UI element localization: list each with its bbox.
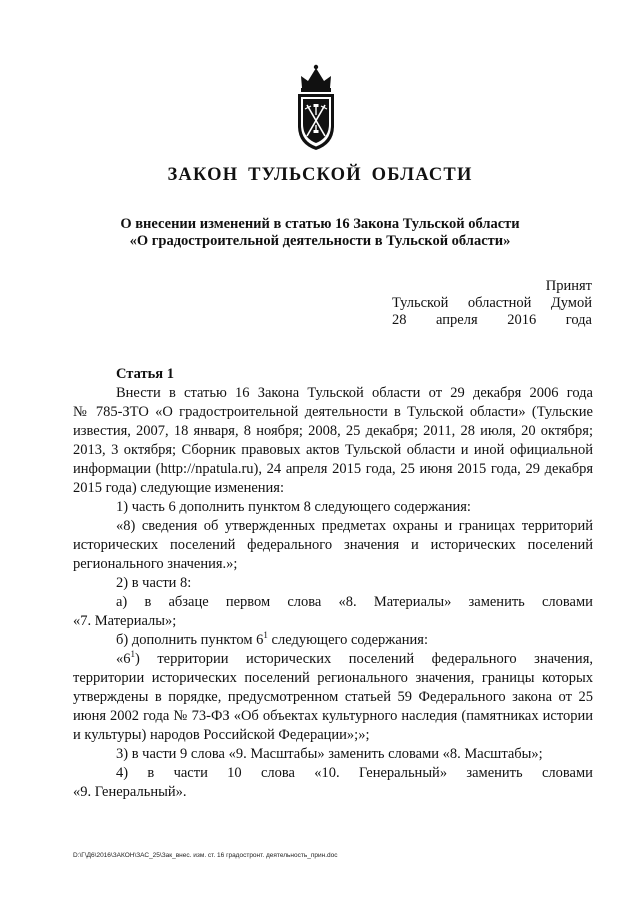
item-4-word: 4) xyxy=(116,765,129,781)
file-path-footer: D:\Г\Д6\2016\ЗАКОН\ЗАС_25\Зак_внес. изм. ст. 16 градостронт. деятельность_прин.doc xyxy=(73,852,338,859)
intro-word: Внести xyxy=(116,385,161,401)
item-4-word: Генеральный» xyxy=(358,765,448,781)
date-word: 2016 xyxy=(507,312,537,328)
adopted-by-word: Думой xyxy=(550,295,592,311)
adopted-by-word: областной xyxy=(467,295,532,311)
adopted-label: Принят xyxy=(545,278,592,294)
item-2a-word: словами xyxy=(541,594,593,610)
item-2b-quote xyxy=(73,650,593,745)
item-1: 1) часть 6 дополнить пунктом 8 следующего содержания: xyxy=(116,499,471,515)
coat-of-arms-emblem xyxy=(293,64,339,152)
intro-word: 29 xyxy=(450,385,465,401)
article-intro-first-line xyxy=(116,384,593,403)
intro-word: 16 xyxy=(235,385,250,401)
law-title: ЗАКОН ТУЛЬСКОЙ ОБЛАСТИ xyxy=(167,165,473,185)
adopted-by-line xyxy=(392,295,592,312)
item-2a-word: «8. xyxy=(338,594,357,610)
item-4-first-line xyxy=(116,764,593,783)
intro-word: года xyxy=(566,385,593,401)
item-4-word: 10 xyxy=(227,765,242,781)
item-2a-tail: «7. Материалы»; xyxy=(73,613,177,629)
item-2b-prefix: б) дополнить пунктом 6 xyxy=(116,632,264,648)
intro-word: Тульской xyxy=(307,385,364,401)
adopted-by-word: Тульской xyxy=(392,295,449,311)
item-2b-superscript: 1 xyxy=(263,630,268,641)
item-2: 2) в части 8: xyxy=(116,575,192,591)
intro-word: в xyxy=(168,385,176,401)
item-4-word: словами xyxy=(541,765,593,781)
item-2b-quote-open: «6 xyxy=(116,651,131,667)
intro-word: статью xyxy=(184,385,227,401)
item-4-tail: «9. Генеральный». xyxy=(73,784,187,800)
date-word: 28 xyxy=(392,312,407,328)
item-2a-word: слова xyxy=(287,594,322,610)
intro-word: области xyxy=(371,385,421,401)
subtitle-line-2: «О градостроительной деятельности в Тульской области» xyxy=(129,233,511,249)
item-2b-quote-superscript: 1 xyxy=(130,649,135,660)
item-2a-first-line xyxy=(116,593,593,612)
item-2b-suffix: следующего содержания: xyxy=(267,632,428,648)
adoption-block xyxy=(392,278,592,329)
law-subtitle xyxy=(0,216,640,250)
intro-word: от xyxy=(428,385,443,401)
item-4-word: в xyxy=(147,765,155,781)
subtitle-line-1: О внесении изменений в статью 16 Закона Тульской области xyxy=(120,216,520,232)
intro-word: 2006 xyxy=(529,385,559,401)
item-2a-word: в xyxy=(144,594,152,610)
date-word: года xyxy=(565,312,592,328)
article-intro-text: № 785-ЗТО «О градостроительной деятельности в Тульской области» (Тульские известия, 2007, 18 января, 8 ноября; 2008, 25 декабря; 2011, 28 июля, 20 октября; 2013, 3 октября; Сборник правовых актов Тульской области и иной официальной информации (http://npatula.ru), 24 апреля 2015 года, 25 июня 2015 года, 29 декабря 2015 года) следующие изменения: xyxy=(73,404,593,496)
article-body xyxy=(73,365,593,802)
item-2a-word: первом xyxy=(225,594,271,610)
intro-word: Закона xyxy=(257,385,300,401)
item-2b-quote-text: ) территории исторических поселений федерального значения, территории исторических поселений регионального значения, границы которых утверждены в порядке, предусмотренном статьей 59 Федерального закона от 25 июня 2002 года № 73-ФЗ «Об объектах культурного наследия (памятниках истории и культуры) народов Российской Федерации»;»; xyxy=(73,651,593,743)
item-2b xyxy=(73,631,593,650)
article-heading: Статья 1 xyxy=(116,366,174,382)
item-4-word: заменить xyxy=(466,765,523,781)
item-2a-word: абзаце xyxy=(168,594,209,610)
item-2a-word: а) xyxy=(116,594,128,610)
item-1-quote: «8) сведения об утвержденных предметах охраны и границах территорий исторических поселений федерального значения и исторических поселений регионального значения.»; xyxy=(73,518,593,572)
item-2a-word: заменить xyxy=(468,594,525,610)
intro-word: декабря xyxy=(472,385,522,401)
date-word: апреля xyxy=(436,312,478,328)
item-3: 3) в части 9 слова «9. Масштабы» заменить словами «8. Масштабы»; xyxy=(116,746,543,762)
item-4-word: части xyxy=(173,765,208,781)
item-2a-word: Материалы» xyxy=(373,594,452,610)
item-4-word: «10. xyxy=(314,765,340,781)
item-4-word: слова xyxy=(260,765,295,781)
adoption-date-line xyxy=(392,312,592,329)
